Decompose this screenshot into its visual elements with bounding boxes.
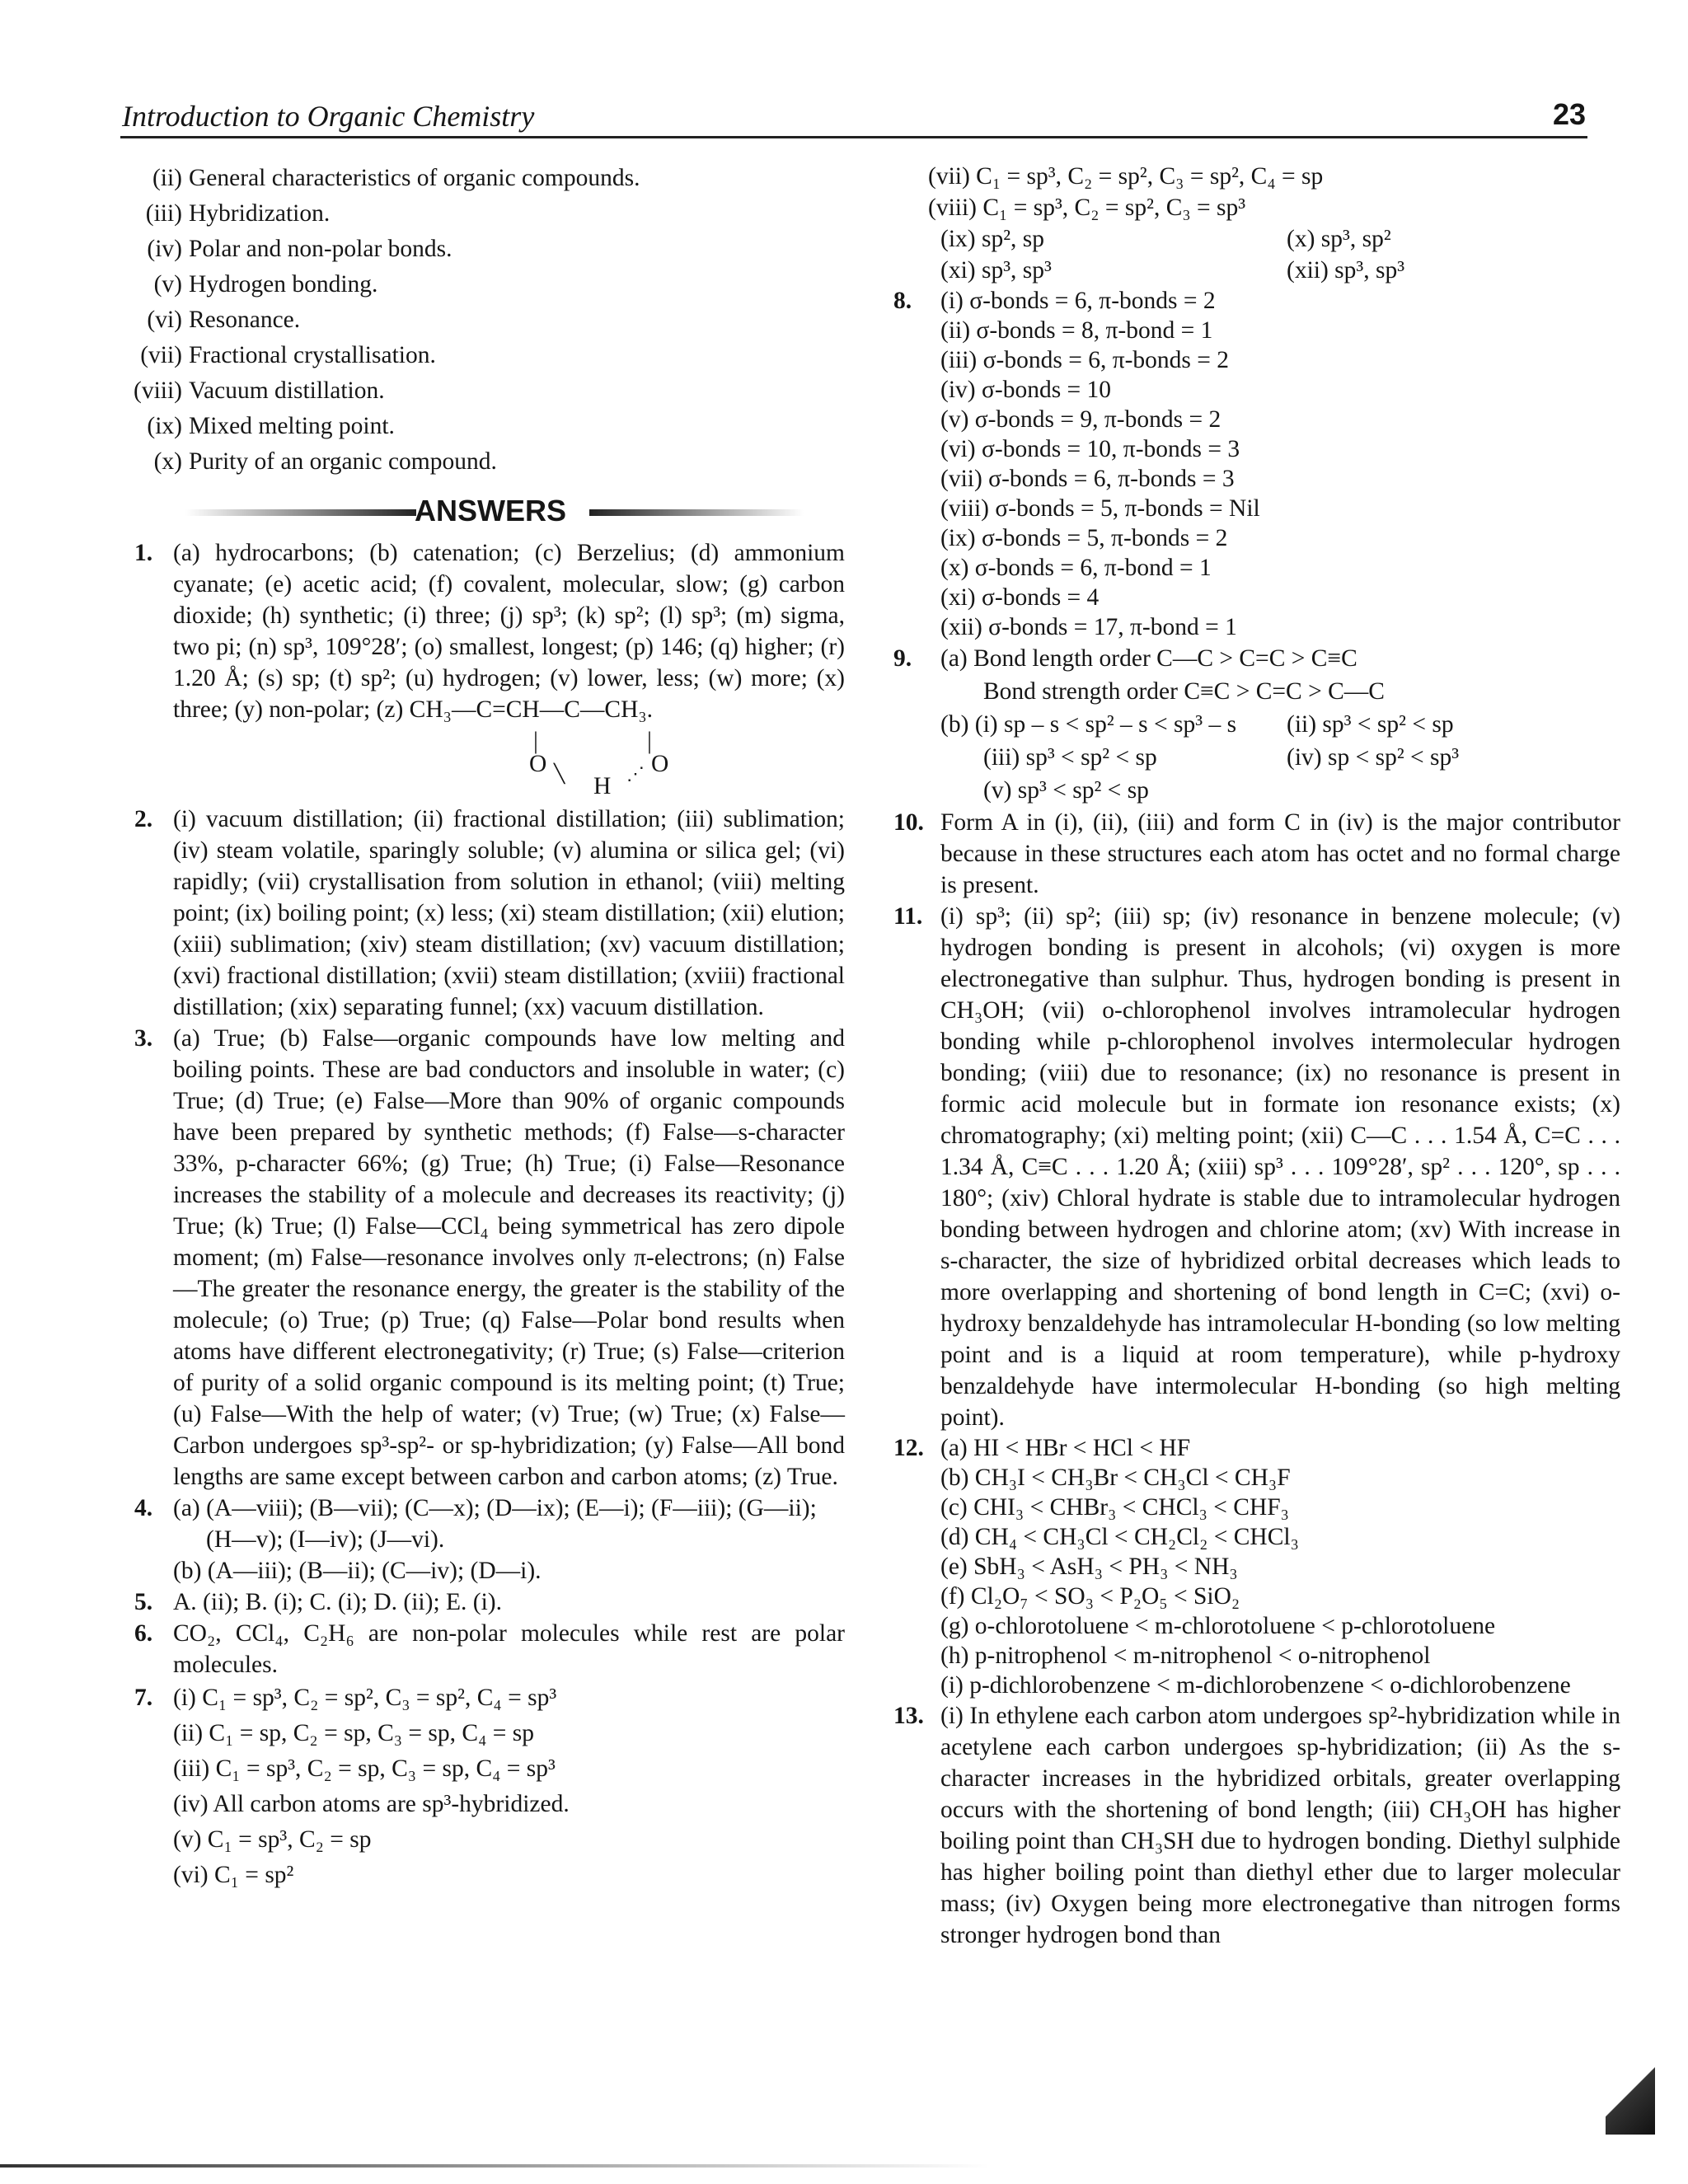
topic-list — [136, 161, 845, 480]
hydrogen-bond-structure: | | O O ╲ ⋰ H — [173, 725, 845, 804]
page-header — [122, 97, 1586, 138]
answer-11: 11. (i) sp³; (ii) sp²; (iii) sp; (iv) resonance in benzene molecule; (v) hydrogen bonding is present in alcohols; (vi) oxygen is more electronegative than sulphur. Thus, hydrogen bonding is present in CH₃OH; (vii) o-chlorophenol involves intramolecular hydrogen bonding while p-chlorophenol involves intermolecular hydrogen bonding; (viii) due to resonance; (ix) no resonance is present in formic acid molecule but in formate ion resonance exists; (x) chromatography; (xi) melting point; (xii) C—C . . . 1.54 Å, C=C . . . 1.34 Å, C≡C . . . 1.20 Å; (xiii) sp³ . . . 109°28′, sp² . . . 120°, sp . . . 180°; (xiv) Chloral hydrate is stable due to intramolecular hydrogen bonding between hydrogen and chlorine atom; (xv) With increase in s-character, the size of hybridized orbital decreases which leads to more overlapping and shortening of bond length in C=C; (xvi) o-hydroxy benzaldehyde has intramolecular H-bonding (so low melting point and is a liquid at room temperature), while p-hydroxy benzaldehyde have intermolecular H-bonding (so high melting point). — [893, 903, 1620, 1431]
answers-heading — [136, 488, 845, 534]
answer-9: 9. (a) Bond length order C—C > C=C > C≡C Bond strength order C≡C > C=C > C—C (b) (i) sp – s < sp² – s < sp³ – s (ii) sp³ < sp² < sp (iii) sp³ < sp² < sp (iv) sp < sp² < sp³ (v) sp³ < sp² < sp — [893, 645, 1460, 804]
topic-item: (iv) Polar and non-polar bonds. — [147, 236, 452, 262]
scan-bottom-edge — [0, 2164, 989, 2168]
answer-10: 10. Form A in (i), (ii), (iii) and form C in (iv) is the major contributor because in these structures each atom has octet and no formal charge is present. — [893, 809, 1620, 898]
answer-5: 5. A. (ii); B. (i); C. (i); D. (ii); E. (i). — [134, 1589, 502, 1615]
topic-item: (vi) Resonance. — [147, 307, 301, 333]
topic-item: (iii) Hybridization. — [145, 200, 331, 227]
answers-heading-text: ANSWERS — [414, 494, 566, 527]
struct-oxygen-1: O — [529, 751, 547, 777]
answer-8: 8. (i) σ-bonds = 6, π-bonds = 2 (ii) σ-bonds = 8, π-bond = 1 (iii) σ-bonds = 6, π-bonds = 2 (iv) σ-bonds = 10 (v) σ-bonds = 9, π-bonds = 2 (vi) σ-bonds = 10, π-bonds = 3 (vii) σ-bonds = 6, π-bonds = 3 (viii) σ-bonds = 5, π-bonds = Nil (ix) σ-bonds = 5, π-bonds = 2 (x) σ-bonds = 6, π-bond = 1 (xi) σ-bonds = 4 (xii) σ-bonds = 17, π-bond = 1 — [893, 288, 1260, 640]
left-column — [136, 161, 845, 1893]
answer-12: 12. (a) HI < HBr < HCl < HF (b) CH₃I < CH₃Br < CH₃Cl < CH₃F (c) CHI₃ < CHBr₃ < CHCl₃ < CHF₃ (d) CH₄ < CH₃Cl < CH₂Cl₂ < CHCl₃ (e) SbH₃ < AsH₃ < PH₃ < NH₃ (f) Cl₂O₇ < SO₃ < P₂O₅ < SiO₂ (g) o-chlorotoluene < m-chlorotoluene < p-chlorotoluene (h) p-nitrophenol < m-nitrophenol < o-nitrophenol (i) p-dichlorobenzene < m-dichlorobenzene < o-dichlorobenzene — [893, 1435, 1571, 1699]
answer-6: 6. CO₂, CCl₄, C₂H₆ are non-polar molecules while rest are polar molecules. — [134, 1620, 845, 1678]
answer-1-text: (a) hydrocarbons; (b) catenation; (c) Berzelius; (d) ammonium cyanate; (e) acetic acid; (f) covalent, molecular, slow; (g) carbon dioxide; (h) synthetic; (i) three; (j) sp³; (k) sp²; (l) sp³; (m) sigma, two pi; (n) sp³, 109°28′; (o) smallest, longest; (p) 146; (q) higher; (r) 1.20 Å; (s) sp; (t) sp²; (u) hydrogen; (v) lower, less; (w) more; (x) three; (y) non-polar; (z) CH₃—C=CH—C—CH₃. — [173, 540, 845, 723]
topic-item: (viii) Vacuum distillation. — [134, 377, 385, 404]
answer-7-continued: (vii) C₁ = sp³, C₂ = sp², C₃ = sp², C₄ = sp (viii) C₁ = sp³, C₂ = sp², C₃ = sp³ (ix) sp², sp (x) sp³, sp² (xi) sp³, sp³ (xii) sp³, sp³ — [928, 163, 1405, 284]
topic-item: (vii) Fractional crystallisation. — [140, 342, 436, 368]
heading-rule-right — [589, 509, 804, 516]
book-title: Introduction to Organic Chemistry — [122, 100, 535, 133]
struct-hydrogen: H — [593, 773, 612, 799]
answer-7: 7. (i) C₁ = sp³, C₂ = sp², C₃ = sp², C₄ = sp³ (ii) C₁ = sp, C₂ = sp, C₃ = sp, C₄ = sp (iii) C₁ = sp³, C₂ = sp, C₃ = sp, C₄ = sp³ (iv) All carbon atoms are sp³-hybridized. (v) C₁ = sp³, C₂ = sp (vi) C₁ = sp² — [134, 1685, 570, 1888]
answer-4: 4. (a) (A—viii); (B—vii); (C—x); (D—ix); (E—i); (F—iii); (G—ii); (H—v); (I—iv); (J—vi). (b) (A—iii); (B—ii); (C—iv); (D—i). — [134, 1495, 817, 1584]
answer-13: 13. (i) In ethylene each carbon atom undergoes sp²-hybridization while in acetylene each carbon undergoes sp-hybridization; (ii) As the s-character increases in the hybridized orbitals, greater overlapping occurs with the shortening of bond length; (iii) CH₃OH has higher boiling point than CH₃SH due to hydrogen bonding. Diethyl sulphide has higher boiling point than diethyl ether due to larger molecular mass; (iv) Oxygen being more electronegative than nitrogen forms stronger hydrogen bond than — [893, 1703, 1620, 1948]
page-number: 23 — [1552, 97, 1586, 131]
topic-item: (ii) General characteristics of organic compounds. — [152, 165, 640, 191]
answer-2: 2. (i) vacuum distillation; (ii) fractional distillation; (iii) sublimation; (iv) steam volatile, sparingly soluble; (v) alumina or silica gel; (vi) rapidly; (vii) crystallisation from solution in ethanol; (viii) melting point; (ix) boiling point; (x) less; (xi) steam distillation; (xii) elution; (xiii) sublimation; (xiv) steam distillation; (xv) vacuum distillation; (xvi) fractional distillation; (xvii) steam distillation; (xviii) fractional distillation; (xix) separating funnel; (xx) vacuum distillation. — [134, 806, 845, 1020]
header-rule — [120, 136, 1587, 138]
topic-item: (ix) Mixed melting point. — [147, 413, 395, 439]
scan-corner-shadow — [1606, 2060, 1655, 2135]
struct-oxygen-2: O — [651, 751, 669, 777]
topic-item: (v) Hydrogen bonding. — [153, 271, 378, 298]
right-column — [895, 161, 1620, 1951]
heading-rule-left — [185, 509, 416, 516]
answer-3: 3. (a) True; (b) False—organic compounds have low melting and boiling points. These are bad conductors and insoluble in water; (c) True; (d) True; (e) False—More than 90% of organic compounds have been prepared by synthetic methods; (f) False—s-character 33%, p-character 66%; (g) True; (h) True; (i) False—Resonance increases the stability of a molecule and decreases its reactivity; (j) True; (k) True; (l) False—CCl₄ being symmetrical has zero dipole moment; (m) False—resonance involves only π-electrons; (n) False—The greater the resonance energy, the greater is the stability of the molecule; (o) True; (p) True; (q) False—Polar bond results when atoms have different electronegativity; (r) True; (s) False—criterion of purity of a solid organic compound is its melting point; (t) True; (u) False—With the help of water; (v) True; (w) True; (x) False—Carbon undergoes sp³-sp²- or sp-hybridization; (y) False—All bond lengths are same except between carbon and carbon atoms; (z) True. — [134, 1025, 845, 1490]
topic-item: (x) Purity of an organic compound. — [153, 448, 497, 475]
answer-1: 1. (a) hydrocarbons; (b) catenation; (c) Berzelius; (d) ammonium cyanate; (e) acetic acid; (f) covalent, molecular, slow; (g) carbon dioxide; (h) synthetic; (i) three; (j) sp³; (k) sp²; (l) sp³; (m) sigma, two pi; (n) sp³, 109°28′; (o) smallest, longest; (p) 146; (q) higher; (r) 1.20 Å; (s) sp; (t) sp²; (u) hydrogen; (v) lower, less; (w) more; (x) three; (y) non-polar; (z) CH₃—C=CH—C—CH₃. | | O O ╲ ⋰ H — [136, 537, 845, 804]
